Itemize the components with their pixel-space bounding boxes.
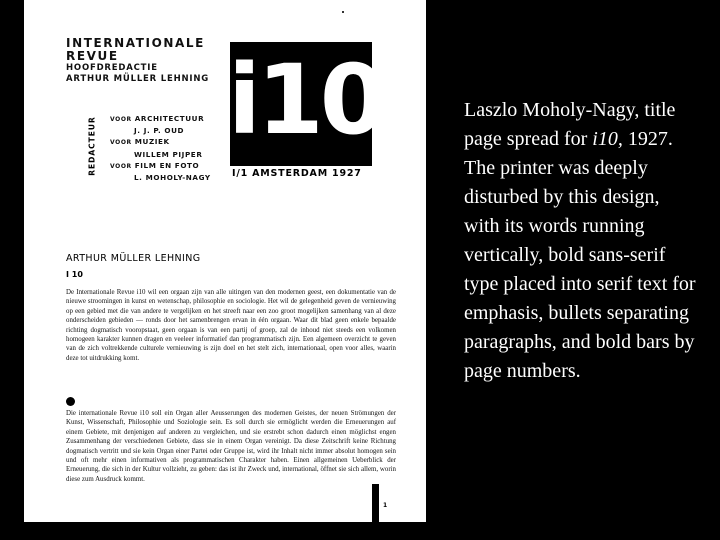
masthead (66, 37, 209, 85)
logo-text: i10 (228, 44, 383, 156)
caption-italic: i10, (592, 128, 623, 150)
paragraph-dutch: De Internationale Revue i10 wil een orgaan zijn van alle uitingen van den modernen geest, een dokumentatie van de nieuwe stroomingen in kunst en wetenschap, philosophie en sociologie. Het wil de gelegenheid geven de vernieuwing op een gebied met die van andere te vergelijken en het streeft naar een zoo groot mogelijken samenhang van al deze onderscheiden gebieden — ronds door het samenbrengen ervan in één orgaan. Waar dit blad geen enkele bepaalde richting dogmatisch vooropstaat, geen orgaan is van een partij of groep, zal de inhoud niet steeds een volkomen homogeen karakter kunnen dragen en veeleer informatief dan programmatisch zijn. Een algemeen overzicht te geven van de zich voltrekkende culturele vernieuwing is zijn doel en het stelt zich, internationaal, open voor alles, waarin deze tot uitdrukking komt. (66, 289, 396, 362)
editor-line: L. MOHOLY-NAGY (134, 173, 211, 183)
speck (342, 11, 344, 13)
editor-line: VOOR ARCHITECTUUR (110, 114, 205, 123)
section-heading: I 10 (66, 270, 83, 279)
editors-list (110, 113, 211, 183)
vertical-label-text: REDACTEUR (87, 116, 97, 176)
editor-line: VOOR MUZIEK (110, 137, 170, 147)
masthead-line-3: HOOFDREDACTIE (66, 63, 158, 73)
page-number: 1 (383, 502, 388, 509)
issue-line: I/1 AMSTERDAM 1927 (232, 168, 362, 179)
caption-text-1: Laszlo Moholy-Nagy, title page spread for (464, 99, 676, 150)
editor-line: WILLEM PIJPER (134, 149, 203, 159)
page-number-bar (372, 484, 379, 522)
masthead-line-1: INTERNATIONALE (66, 36, 205, 50)
caption-text-2: 1927. The printer was deeply disturbed by this design, with its words running vertically, bold sans-serif type placed into serif text for emphasis, bullets separating paragraphs, and bold bars by page numbers. (464, 128, 696, 382)
slide-caption (464, 96, 700, 386)
editor-line: VOOR FILM EN FOTO (110, 160, 200, 170)
masthead-line-2: REVUE (66, 49, 119, 63)
editor-line: J. J. P. OUD (134, 126, 185, 136)
paragraph-german: Die internationale Revue i10 soll ein Organ aller Aeusserungen des modernen Geistes, der neuen Strömungen der Kunst, Wissenschaft, Philosophie und Soziologie sein. Es soll durch sie ermöglicht werden die Erneuerungen auf einem Gebiete, mit denjenigen auf anderen zu vergleichen, und sie erstrebt schon dadurch einen möglichst engen Zusammenhang der verschiedenen Gebiete, dass sie in einem Organ vereinigt. Da diese Zeitschrift keine Richtung dogmatisch vertritt und sie kein Organ einer Partei oder Gruppe ist, wird ihr Inhalt nicht immer absolut homogen sein und oft mehr einen informativen als programmatischen Charakter haben. Einen allgemeinen Ueberblick der Erneuerung, die sich in der Kultur vollzieht, zu geben: das ist ihr Zweck und, international, öffnet sie sich allem, worin diese zum Ausdruck kommt. (66, 410, 396, 483)
i10-logo (228, 42, 383, 166)
article-author: ARTHUR MÜLLER LEHNING (66, 253, 201, 264)
masthead-line-4: ARTHUR MÜLLER LEHNING (66, 74, 210, 84)
magazine-page (24, 0, 426, 522)
vertical-label (87, 114, 97, 178)
bullet-separator (66, 397, 75, 406)
